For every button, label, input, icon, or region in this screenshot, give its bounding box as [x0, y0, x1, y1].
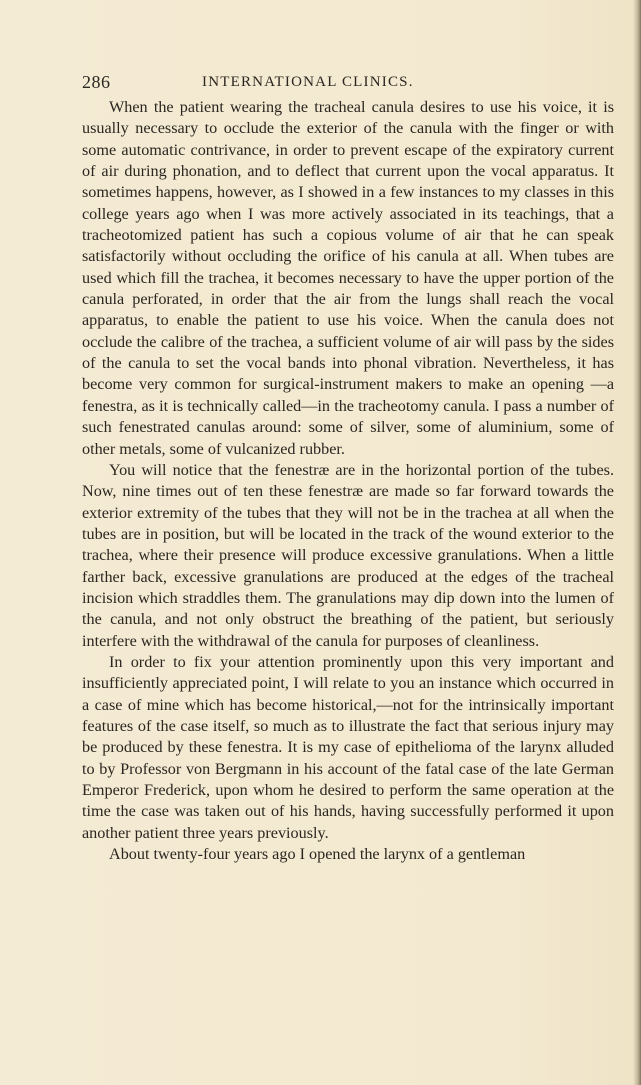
page-edge-shadow — [633, 0, 641, 1085]
body-text — [82, 97, 614, 865]
paragraph-3: In order to fix your attention prominently upon this very important and insufficiently appreciated point, I will relate to you an instance which occurred in a case of mine which has become historical,—not for the intrinsically important features of the case itself, so much as to illustrate the fact that serious injury may be produced by these fenestra. It is my case of epithelioma of the larynx alluded to by Professor von Bergmann in his account of the fatal case of the late German Emperor Frederick, upon whom he desired to perform the same operation at the time the case was taken out of his hands, having successfully performed it upon another patient three years previously. — [82, 652, 614, 842]
page-number: 286 — [82, 72, 111, 92]
paragraph-2: You will notice that the fenestræ are in the horizontal portion of the tubes. Now, nine times out of ten these fenestræ are made so far forward towards the exterior extremity of the tubes that they will not be in the trachea at all when the tubes are in position, but will be located in the track of the wound exterior to the trachea, where their presence will produce excessive granulations. When a little farther back, excessive granulations are produced at the edges of the tracheal incision which straddles them. The granulations may dip down into the lumen of the canula, and not only obstruct the breathing of the patient, but seriously interfere with the withdrawal of the canula for purposes of cleanliness. — [82, 460, 614, 650]
paragraph-4: About twenty-four years ago I opened the larynx of a gentleman — [109, 845, 526, 864]
page-header — [82, 72, 562, 94]
running-head: INTERNATIONAL CLINICS. — [202, 74, 414, 90]
paragraph-1: When the patient wearing the tracheal canula desires to use his voice, it is usually necessary to occlude the exterior of the canula with the finger or with some automatic contrivance, in order to prevent escape of the expiratory current of air during phonation, and to deflect that current upon the vocal apparatus. It sometimes happens, however, as I showed in a few instances to my classes in this college years ago when I was more actively associated in its teachings, that a tracheotomized patient has such a copious volume of air that he can speak satisfactorily without occluding the orifice of his canula at all. When tubes are used which fill the trachea, it becomes necessary to have the upper portion of the canula perforated, in order that the air from the lungs shall reach the vocal apparatus, to enable the patient to use his voice. When the canula does not occlude the calibre of the trachea, a sufficient volume of air will pass by the sides of the canula to set the vocal bands into phonal vibration. Nevertheless, it has become very common for surgical-instrument makers to make an opening —a fenestra, as it is technically called—in the tracheotomy canula. I pass a number of such fenestrated canulas around: some of silver, some of aluminium, some of other metals, some of vulcanized rubber. — [82, 98, 614, 458]
